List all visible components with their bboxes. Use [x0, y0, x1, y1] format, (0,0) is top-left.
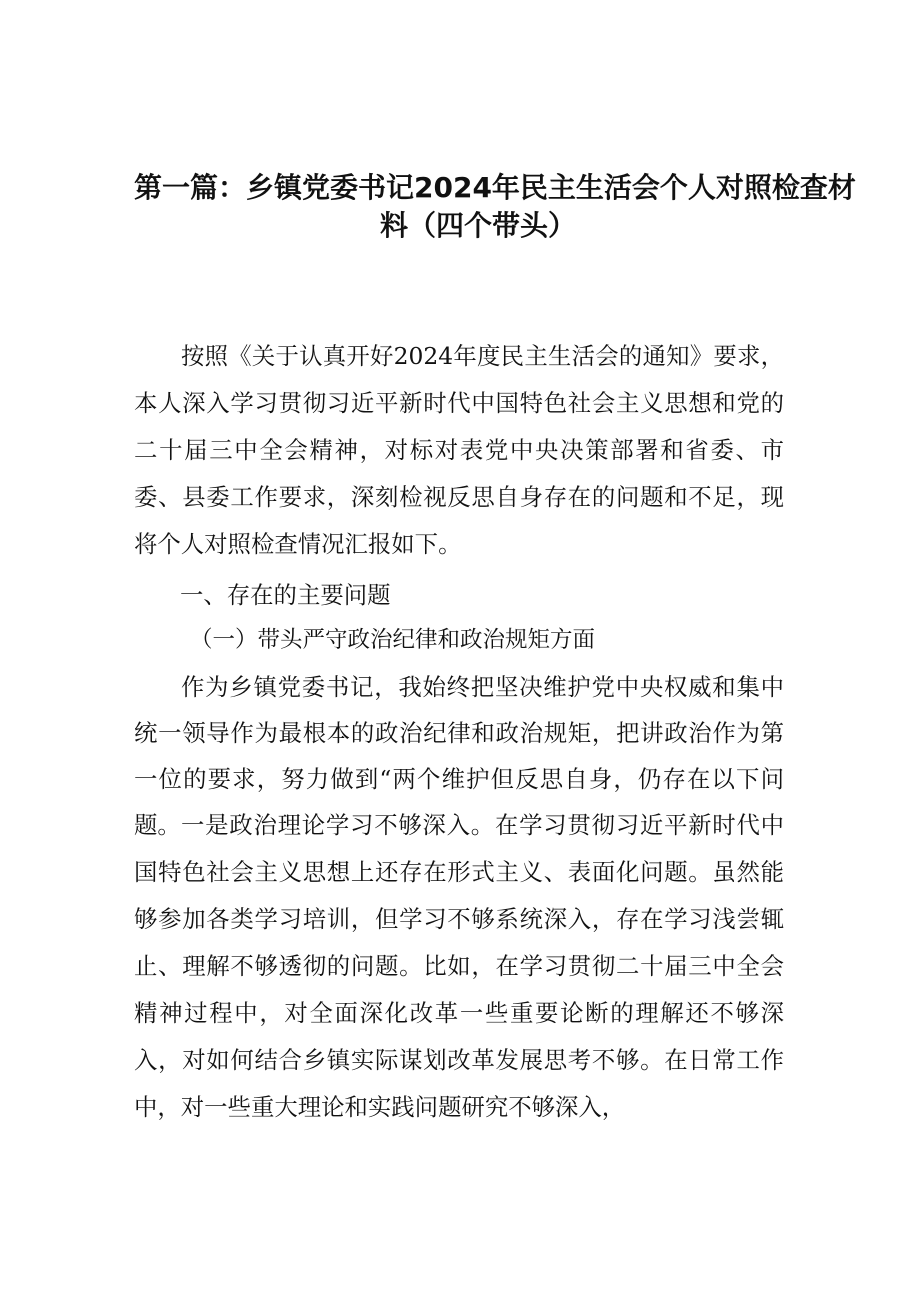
subsection-heading-1: （一）带头严守政治纪律和政治规矩方面 — [190, 627, 596, 653]
section-heading-1: 一、存在的主要问题 — [180, 581, 391, 609]
point-one-paragraph: 一是政治理论学习不够深入。在学习贯彻习近平新时代中国特色社会主义思想上还存在形式主义、表面化问题。虽然能够参加各类学习培训，但学习不够系统深入，存在学习浅尝辄止、理解不够透彻的问题。比如，在学习贯彻二十届三中全会精神过程中，对全面深化改革一些重要论断的理解还不够深入，对如何结合乡镇实际谋划改革发展思考不够。在日常工作中，对一些重大理论和实践问题研究不够深入， — [134, 811, 784, 1121]
subsection-paragraph: 作为乡镇党委书记，我始终把坚决维护党中央权威和集中统一领导作为最根本的政治纪律和政治规矩，把讲政治作为第一位的要求，努力做到“两个维护但反思自身，仍存在以下问题。 — [134, 673, 784, 839]
document-title-line-1: 第一篇：乡镇党委书记2024年民主生活会个人对照检查材 — [134, 171, 856, 204]
document-title-line-2: 料（四个带头） — [380, 209, 577, 242]
intro-paragraph: 按照《关于认真开好2024年度民主生活会的通知》要求，本人深入学习贯彻习近平新时代中国特色社会主义思想和党的二十届三中全会精神，对标对表党中央决策部署和省委、市委、县委工作要求，深刻检视反思自身存在的问题和不足，现将个人对照检查情况汇报如下。 — [134, 342, 784, 558]
